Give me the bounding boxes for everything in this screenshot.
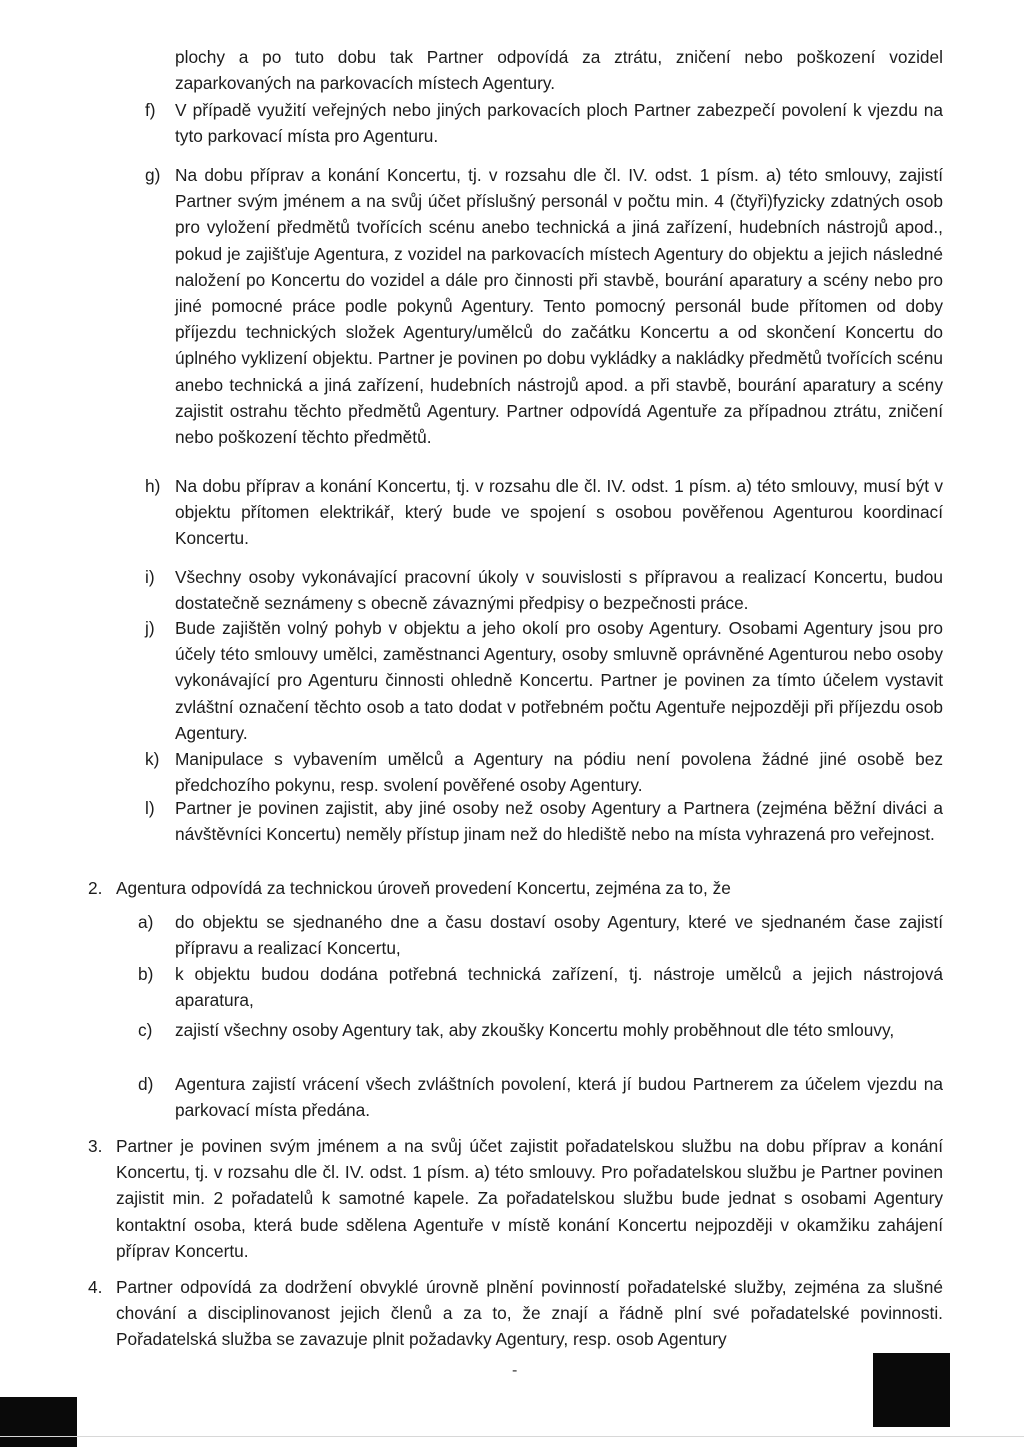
list-item-j	[145, 615, 943, 746]
point-text: Agentura odpovídá za technickou úroveň provedení Koncertu, zejména za to, že	[116, 878, 731, 898]
list-marker: f)	[145, 100, 156, 120]
continuation-paragraph: plochy a po tuto dobu tak Partner odpovídá za ztrátu, zničení nebo poškození vozidel zaparkovaných na parkovacích místech Agentury.	[175, 47, 943, 94]
redaction-block-left	[0, 1397, 77, 1447]
list-item-d	[138, 1071, 943, 1123]
list-marker: k)	[145, 749, 160, 769]
list-marker: j)	[145, 618, 155, 638]
list-item-text: k objektu budou dodána potřebná technická zařízení, tj. nástroje umělců a jejich nástrojová aparatura,	[175, 964, 943, 1011]
list-marker: l)	[145, 798, 155, 818]
point-2	[88, 875, 943, 901]
list-marker: c)	[138, 1020, 153, 1040]
point-text: Partner odpovídá za dodržení obvyklé úrovně plnění povinností pořadatelské služby, zejména za slušné chování a disciplinovanost jejich členů a za to, že znají a řádně plní své pořadatelské povinnosti. Pořadatelská služba se zavazuje plnit požadavky Agentury, resp. osob Agentury	[116, 1277, 943, 1350]
list-marker: h)	[145, 476, 161, 496]
point-3	[88, 1133, 943, 1264]
list-item-g	[145, 162, 943, 450]
list-item-h	[145, 473, 943, 552]
list-item-l	[145, 795, 943, 847]
list-marker: g)	[145, 165, 161, 185]
list-item-text: do objektu se sjednaného dne a času dostaví osoby Agentury, které ve sjednaném čase zajistí přípravu a realizací Koncertu,	[175, 912, 943, 959]
point-marker: 2.	[88, 878, 103, 898]
list-item-text: Všechny osoby vykonávající pracovní úkoly v souvislosti s přípravou a realizací Koncertu, budou dostatečně seznámeny s obecně závaznými předpisy o bezpečnosti práce.	[175, 567, 943, 614]
list-item-f	[145, 97, 943, 149]
list-item-text: Partner je povinen zajistit, aby jiné osoby než osoby Agentury a Partnera (zejména běžní diváci a návštěvníci Koncertu) neměly přístup jinam než do hlediště nebo na místa vyhrazená pro veřejnost.	[175, 798, 943, 845]
list-item-text: zajistí všechny osoby Agentury tak, aby zkoušky Koncertu mohly proběhnout dle této smlouvy,	[175, 1020, 895, 1040]
point-text: Partner je povinen svým jménem a na svůj účet zajistit pořadatelskou službu na dobu příprav a konání Koncertu, tj. v rozsahu dle čl. IV. odst. 1 písm. a) této smlouvy. Pro pořadatelskou službu je Partner povinen zajistit min. 2 pořadatelů k samotné kapele. Za pořadatelskou službu bude jednat s osobami Agentury kontaktní osoba, která bude sdělena Agentuře v místě konání Koncertu nejpozději v okamžiku zahájení příprav Koncertu.	[116, 1136, 943, 1261]
point-4	[88, 1274, 943, 1353]
list-item-text: V případě využití veřejných nebo jiných parkovacích ploch Partner zabezpečí povolení k vjezdu na tyto parkovací místa pro Agenturu.	[175, 100, 943, 147]
list-marker: d)	[138, 1074, 154, 1094]
list-item-text: Manipulace s vybavením umělců a Agentury na pódiu není povolena žádné jiné osobě bez předchozího pokynu, resp. svolení pověřené osoby Agentury.	[175, 749, 943, 796]
list-marker: b)	[138, 964, 154, 984]
list-item-b	[138, 961, 943, 1013]
list-item-c	[138, 1017, 943, 1043]
list-item-k	[145, 746, 943, 798]
list-item-text: Na dobu příprav a konání Koncertu, tj. v rozsahu dle čl. IV. odst. 1 písm. a) této smlouvy, musí být v objektu přítomen elektrikář, který bude ve spojení s osobou pověřenou Agenturou koordinací Koncertu.	[175, 476, 943, 549]
scan-edge	[0, 1436, 1024, 1437]
point-marker: 3.	[88, 1136, 103, 1156]
page-mark: -	[512, 1362, 518, 1379]
list-item-text: Agentura zajistí vrácení všech zvláštních povolení, která jí budou Partnerem za účelem vjezdu na parkovací místa předána.	[175, 1074, 943, 1121]
list-item-i	[145, 564, 943, 616]
list-marker: i)	[145, 567, 155, 587]
list-item-text: Bude zajištěn volný pohyb v objektu a jeho okolí pro osoby Agentury. Osobami Agentury jsou pro účely této smlouvy umělci, zaměstnanci Agentury, osoby smluvně oprávněné Agenturou nebo osoby vykonávající pro Agenturu činnosti ohledně Koncertu. Partner je povinen za tímto účelem vystavit zvláštní označení těchto osob a tato dodat v potřebném počtu Agentuře nejpozději při příjezdu osob Agentury.	[175, 618, 943, 743]
list-marker: a)	[138, 912, 154, 932]
point-marker: 4.	[88, 1277, 103, 1297]
redaction-block-right	[873, 1353, 950, 1427]
list-item-a	[138, 909, 943, 961]
list-item-text: Na dobu příprav a konání Koncertu, tj. v rozsahu dle čl. IV. odst. 1 písm. a) této smlouvy, zajistí Partner svým jménem a na svůj účet příslušný personál v počtu min. 4 (čtyři)fyzicky zdatných osob pro vyložení předmětů tvořících scénu anebo technická a jiná zařízení, hudebních nástrojů apod., pokud je zajišťuje Agentura, z vozidel na parkovacích místech Agentury do objektu a jejich následné naložení po Koncertu do vozidel a dále pro činnosti při stavbě, bourání aparatury a scény nebo pro jiné pomocné práce podle pokynů Agentury. Tento pomocný personál bude přítomen od doby příjezdu technických složek Agentury/umělců do začátku Koncertu a od skončení Koncertu do úplného vyklizení objektu. Partner je povinen po dobu vykládky a nakládky předmětů tvořících scénu anebo technická a jiná zařízení, hudebních nástrojů apod. a při stavbě, bourání aparatury a scény zajistit ostrahu těchto předmětů Agentury. Partner odpovídá Agentuře za případnou ztrátu, zničení nebo poškození těchto předmětů.	[175, 165, 943, 448]
